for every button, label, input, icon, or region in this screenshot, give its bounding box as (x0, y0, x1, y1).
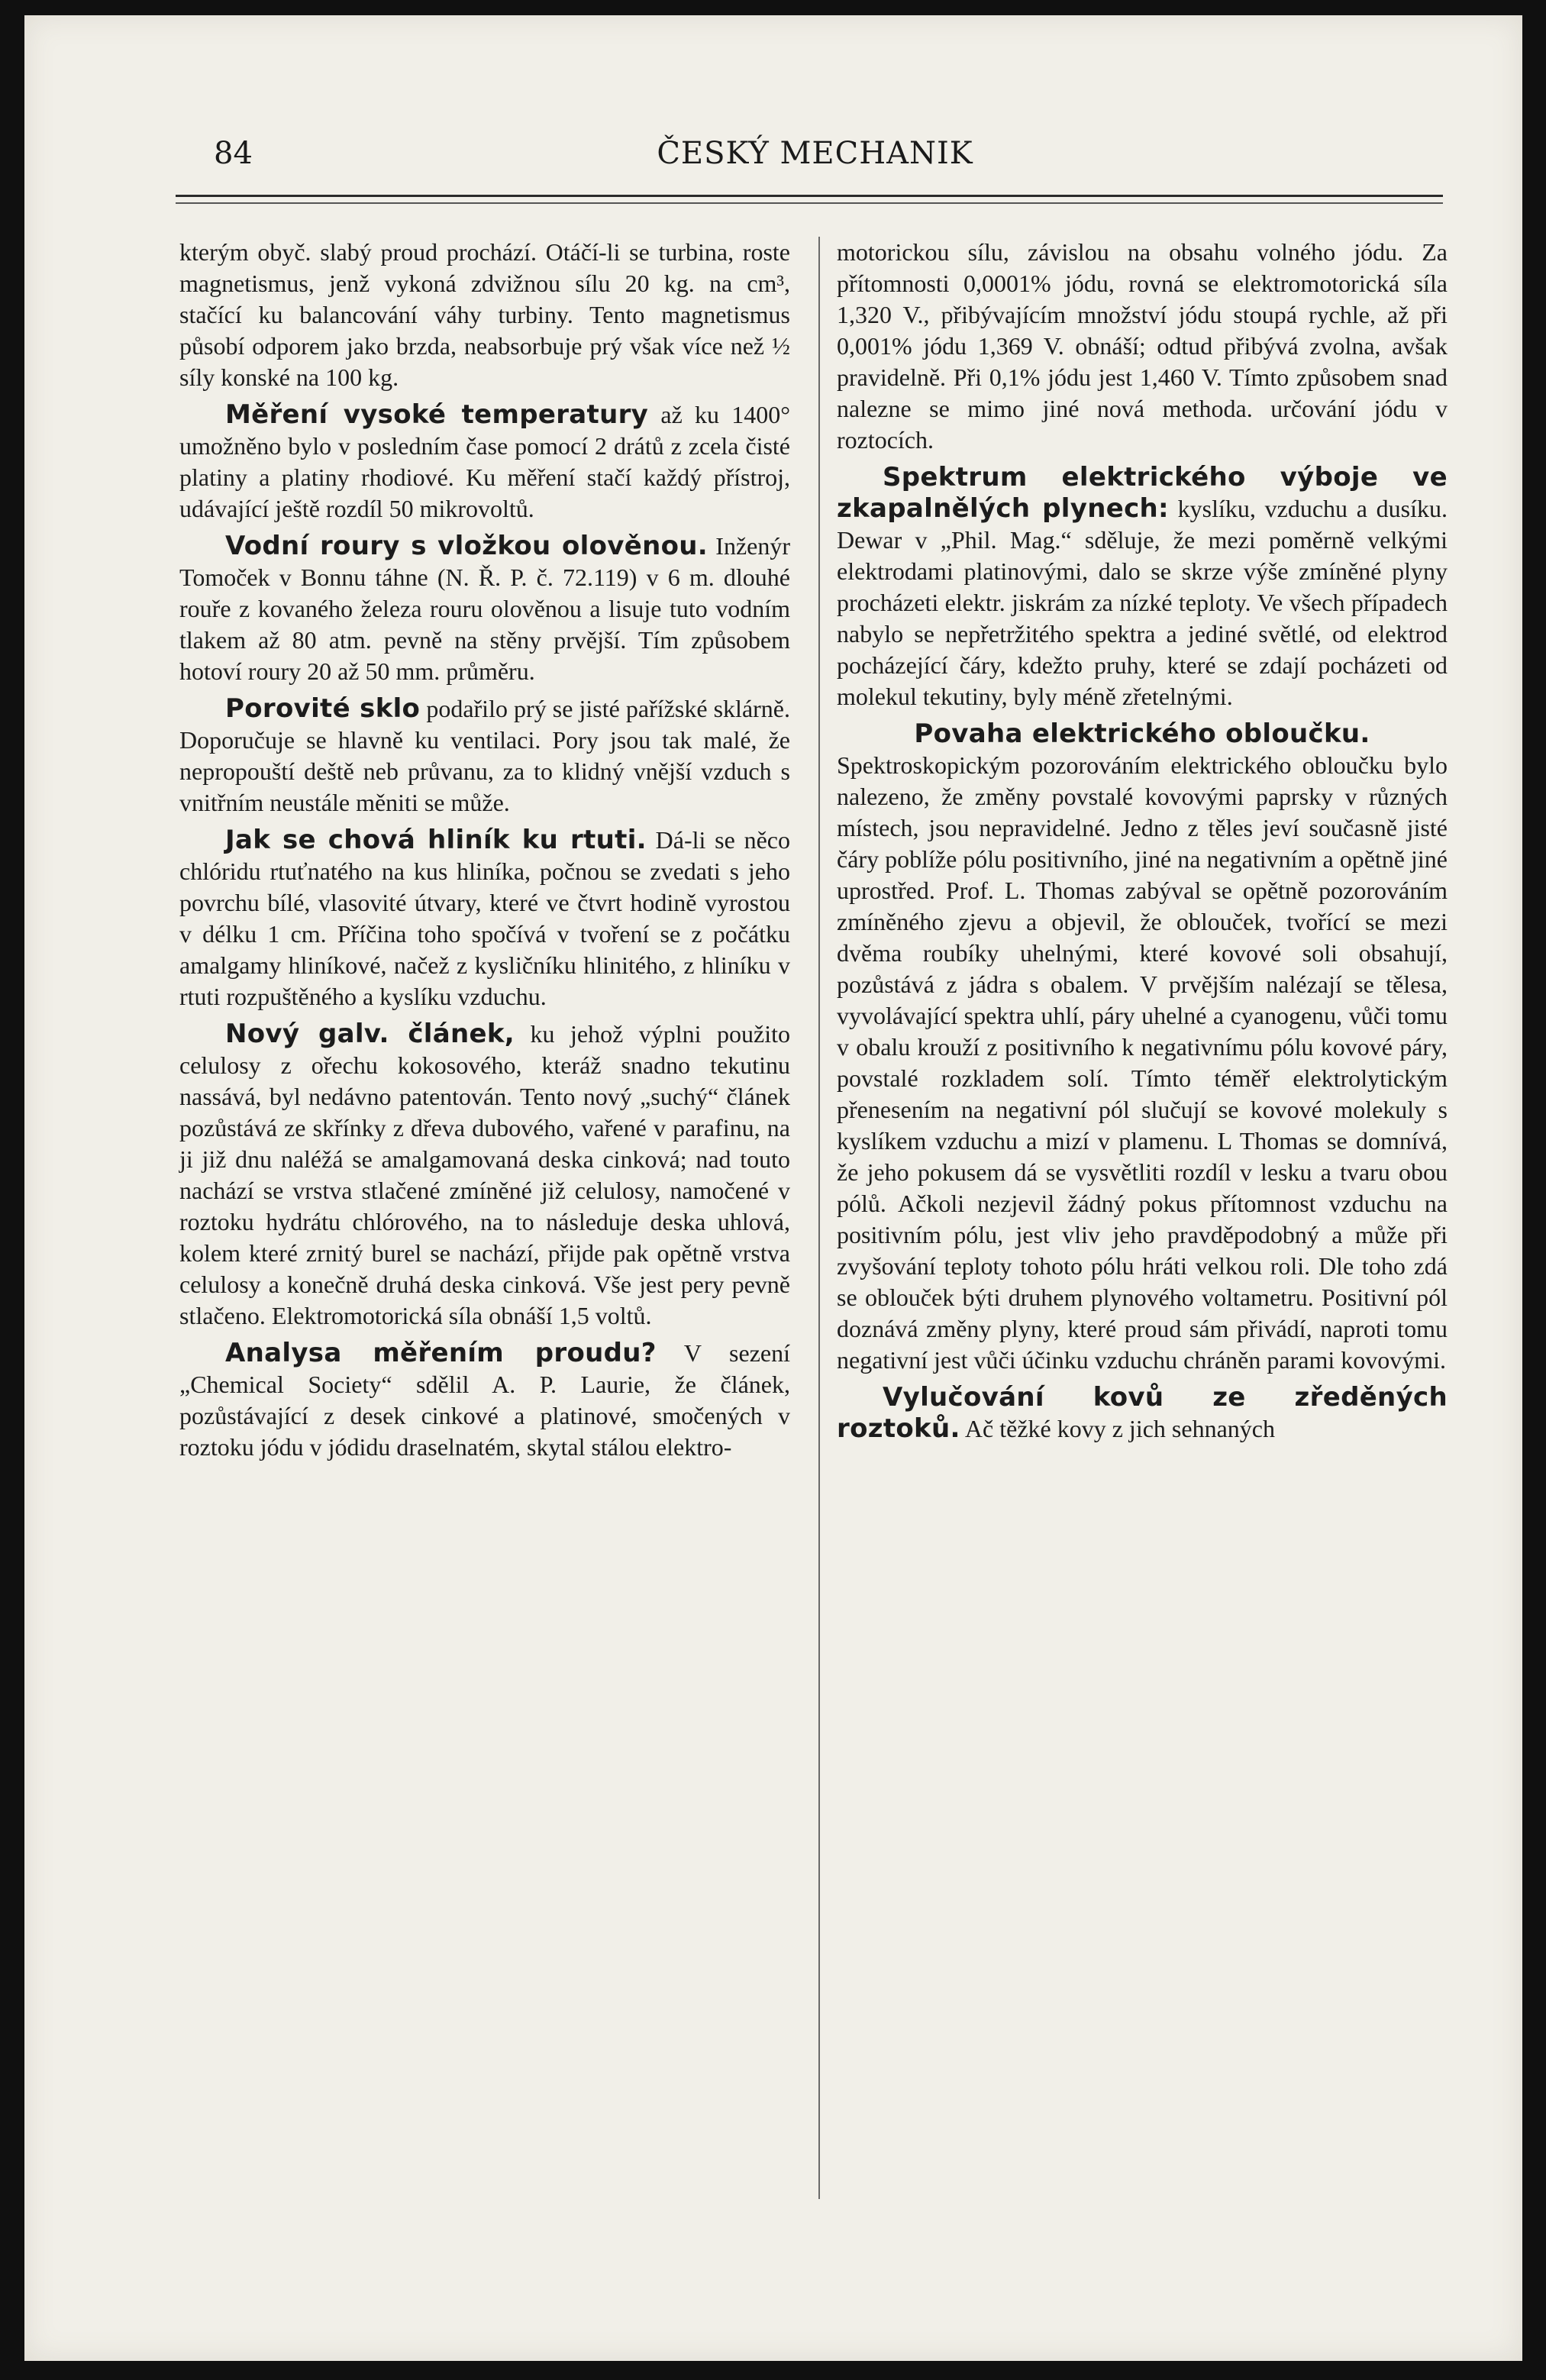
header-rule (176, 195, 1443, 197)
page-number: 84 (214, 136, 253, 171)
section-body: podařilo prý se jisté pařížské sklárně. Doporučuje se hlavně ku ventilaci. Pory jsou tak malé, že nepropouští deště neb průvanu, za to klidný vnější vzduch s vnitřním neustále měniti se může. (179, 695, 791, 816)
left-column (179, 237, 790, 1463)
section-body: Spektroskopickým pozorováním elektrického obloučku bylo nalezeno, že změny povstalé kovovými paprsky v různých místech, jsou nepravidelné. Jedno z těles jeví současně jisté čáry poblíže pólu positivního, jiné na negativním a opětně jiné uprostřed. Prof. L. Thomas zabýval se opětně pozorováním zmíněného zjevu a objevil, že oblouček, tvořící se mezi dvěma roubíky uhelnými, které kovové soli obsahují, pozůstává z jádra s obalem. V prvějším nalézají se tělesa, vyvolávající spektra uhlí, páry uhelné a cyanogenu, vůči tomu v obalu krouží z positivního k negativnímu pólu kovové páry, povstalé rozkladem solí. Tímto téměř elektrolytickým přenesením na negativní pól slučují se kovové molekuly s kyslíkem vzduchu a mizí v plamenu. L Thomas se domnívá, že jeho pokusem dá se vysvětliti rozdíl v lesku a tvaru obou pólů. Ačkoli nezjevil žádný pokus přítomnost vzduchu na positivním pólu, jest vliv jeho pravděpodobný a může při zvyšování teploty tohoto pólu hráti velkou roli. Dle toho zdá se oblouček býti druhem plynového voltametru. Positivní pól doznává změny plyny, které proud sám přivádí, naproti tomu negativní jest vůči účinku vzduchu chráněn parami kovovými. (837, 751, 1448, 1374)
section-spectrum (837, 462, 1448, 712)
section-body: Dá-li se něco chlóridu rtuťnatého na kus hliníka, počnou se zvedati s jeho povrchu bílé, vlasovité útvary, které ve čtvrt hodině vyrostou v délku 1 cm. Příčina toho spočívá v tvoření se z počátku amalgamy hliníkové, načež z kysličníku hlinitého, z hliníku v rtuti rozpuštěného a kyslíku vzduchu. (179, 826, 790, 1010)
header-rule-thin (176, 202, 1443, 204)
section-heading: Nový galv. článek, (225, 1019, 515, 1049)
section-arc-heading (837, 719, 1448, 750)
section-heading: Analysa měřením proudu? (225, 1338, 657, 1368)
paragraph: motorickou sílu, závislou na obsahu volného jódu. Za přítomnosti 0,0001% jódu, rovná se elektromotorická síla 1,320 V., přibývajícím množství jódu stoupá rychle, až při 0,001% jódu 1,369 V. obnáší; odtud přibývá zvolna, avšak pravidelně. Při 0,1% jódu jest 1,460 V. Tímto způsobem snad nalezne se mimo jiné nová methoda. určování jódu v roztocích. (837, 238, 1448, 454)
section-body: Ač těžké kovy z jich sehnaných (964, 1415, 1275, 1442)
page-header (176, 128, 1454, 189)
section-porous-glass (179, 693, 790, 819)
section-water-pipes (179, 531, 790, 687)
section-heading: Porovité sklo (225, 693, 421, 724)
section-heading: Vylučování kovů ze zředěných roztoků. (837, 1382, 1448, 1444)
section-heading: Vodní roury s vložkou olověnou. (225, 531, 708, 561)
section-current-analysis (179, 1338, 790, 1463)
section-galvanic-cell (179, 1019, 790, 1332)
running-title: ČESKÝ MECHANIK (657, 136, 973, 171)
section-aluminium-mercury (179, 825, 790, 1012)
paragraph: kterým obyč. slabý proud prochází. Otáčí-li se turbina, roste magnetismus, jenž vykoná zdvižnou sílu 20 kg. na cm³, stačící ku balancování váhy turbiny. Tento magnetismus působí odporem jako brzda, neabsorbuje prý však více než ½ síly konské na 100 kg. (179, 238, 790, 391)
section-body: V sezení „Chemical Society“ sdělil A. P. Laurie, že článek, pozůstávající z desek cinkové a platinové, smočených v roztoku jódu v jódidu draselnatém, skytal stálou elektro- (179, 1339, 791, 1461)
section-heading: Povaha elektrického obloučku. (914, 719, 1370, 749)
column-divider (818, 237, 820, 2199)
section-heading: Spektrum elektrického výboje ve zkapalnělých plynech: (837, 462, 1448, 524)
section-body: ku jehož výplni použito celulosy z ořechu kokosového, kteráž snadno tekutinu nassává, byl nedávno patentován. Tento nový „suchý“ článek pozůstává ze skřínky z dřeva dubového, vařené v parafinu, na ji již dnu naléžá se amalgamovaná deska cinková; nad touto nachází se vrstva stlačené zmíněné již celulosy, namočené v roztoku hydrátu chlórového, na to následuje deska uhlová, kolem které zrnitý burel se nachází, přijde pak opětně vrstva celulosy a konečně druhá deska cinková. Vše jest pery pevně stlačeno. Elektromotorická síla obnáší 1,5 voltů. (179, 1020, 791, 1329)
section-metal-separation (837, 1382, 1448, 1445)
section-heading: Měření vysoké temperatury (225, 399, 649, 430)
section-measurement-temperature (179, 399, 790, 525)
section-heading: Jak se chová hliník ku rtuti. (225, 825, 647, 855)
section-body: až ku 1400° umožněno bylo v posledním čase pomocí 2 drátů z zcela čisté platiny a platiny rhodiové. Ku měření stačí každý přístroj, udávající ještě rozdíl 50 mikrovoltů. (179, 401, 791, 522)
right-column (837, 237, 1448, 1445)
section-body: Inženýr Tomoček v Bonnu táhne (N. Ř. P. č. 72.119) v 6 m. dlouhé rouře z kovaného železa rouru olověnou a lisuje tuto vodním tlakem až 80 atm. pevně na stěny prvější. Tím způsobem hotoví roury 20 až 50 mm. průměru. (179, 532, 790, 685)
section-body: kyslíku, vzduchu a dusíku. Dewar v „Phil. Mag.“ sděluje, že mezi poměrně velkými elektrodami platinovými, dalo se skrze výše zmíněné plyny procházeti elektr. jiskrám za nízké teploty. Ve všech případech nabylo se nepřetržitého spektra a jediné světlé, od elektrod pocházející čáry, kdežto pruhy, které se zdají pocházeti od molekul tekutiny, byly méně zřetelnými. (837, 495, 1448, 710)
